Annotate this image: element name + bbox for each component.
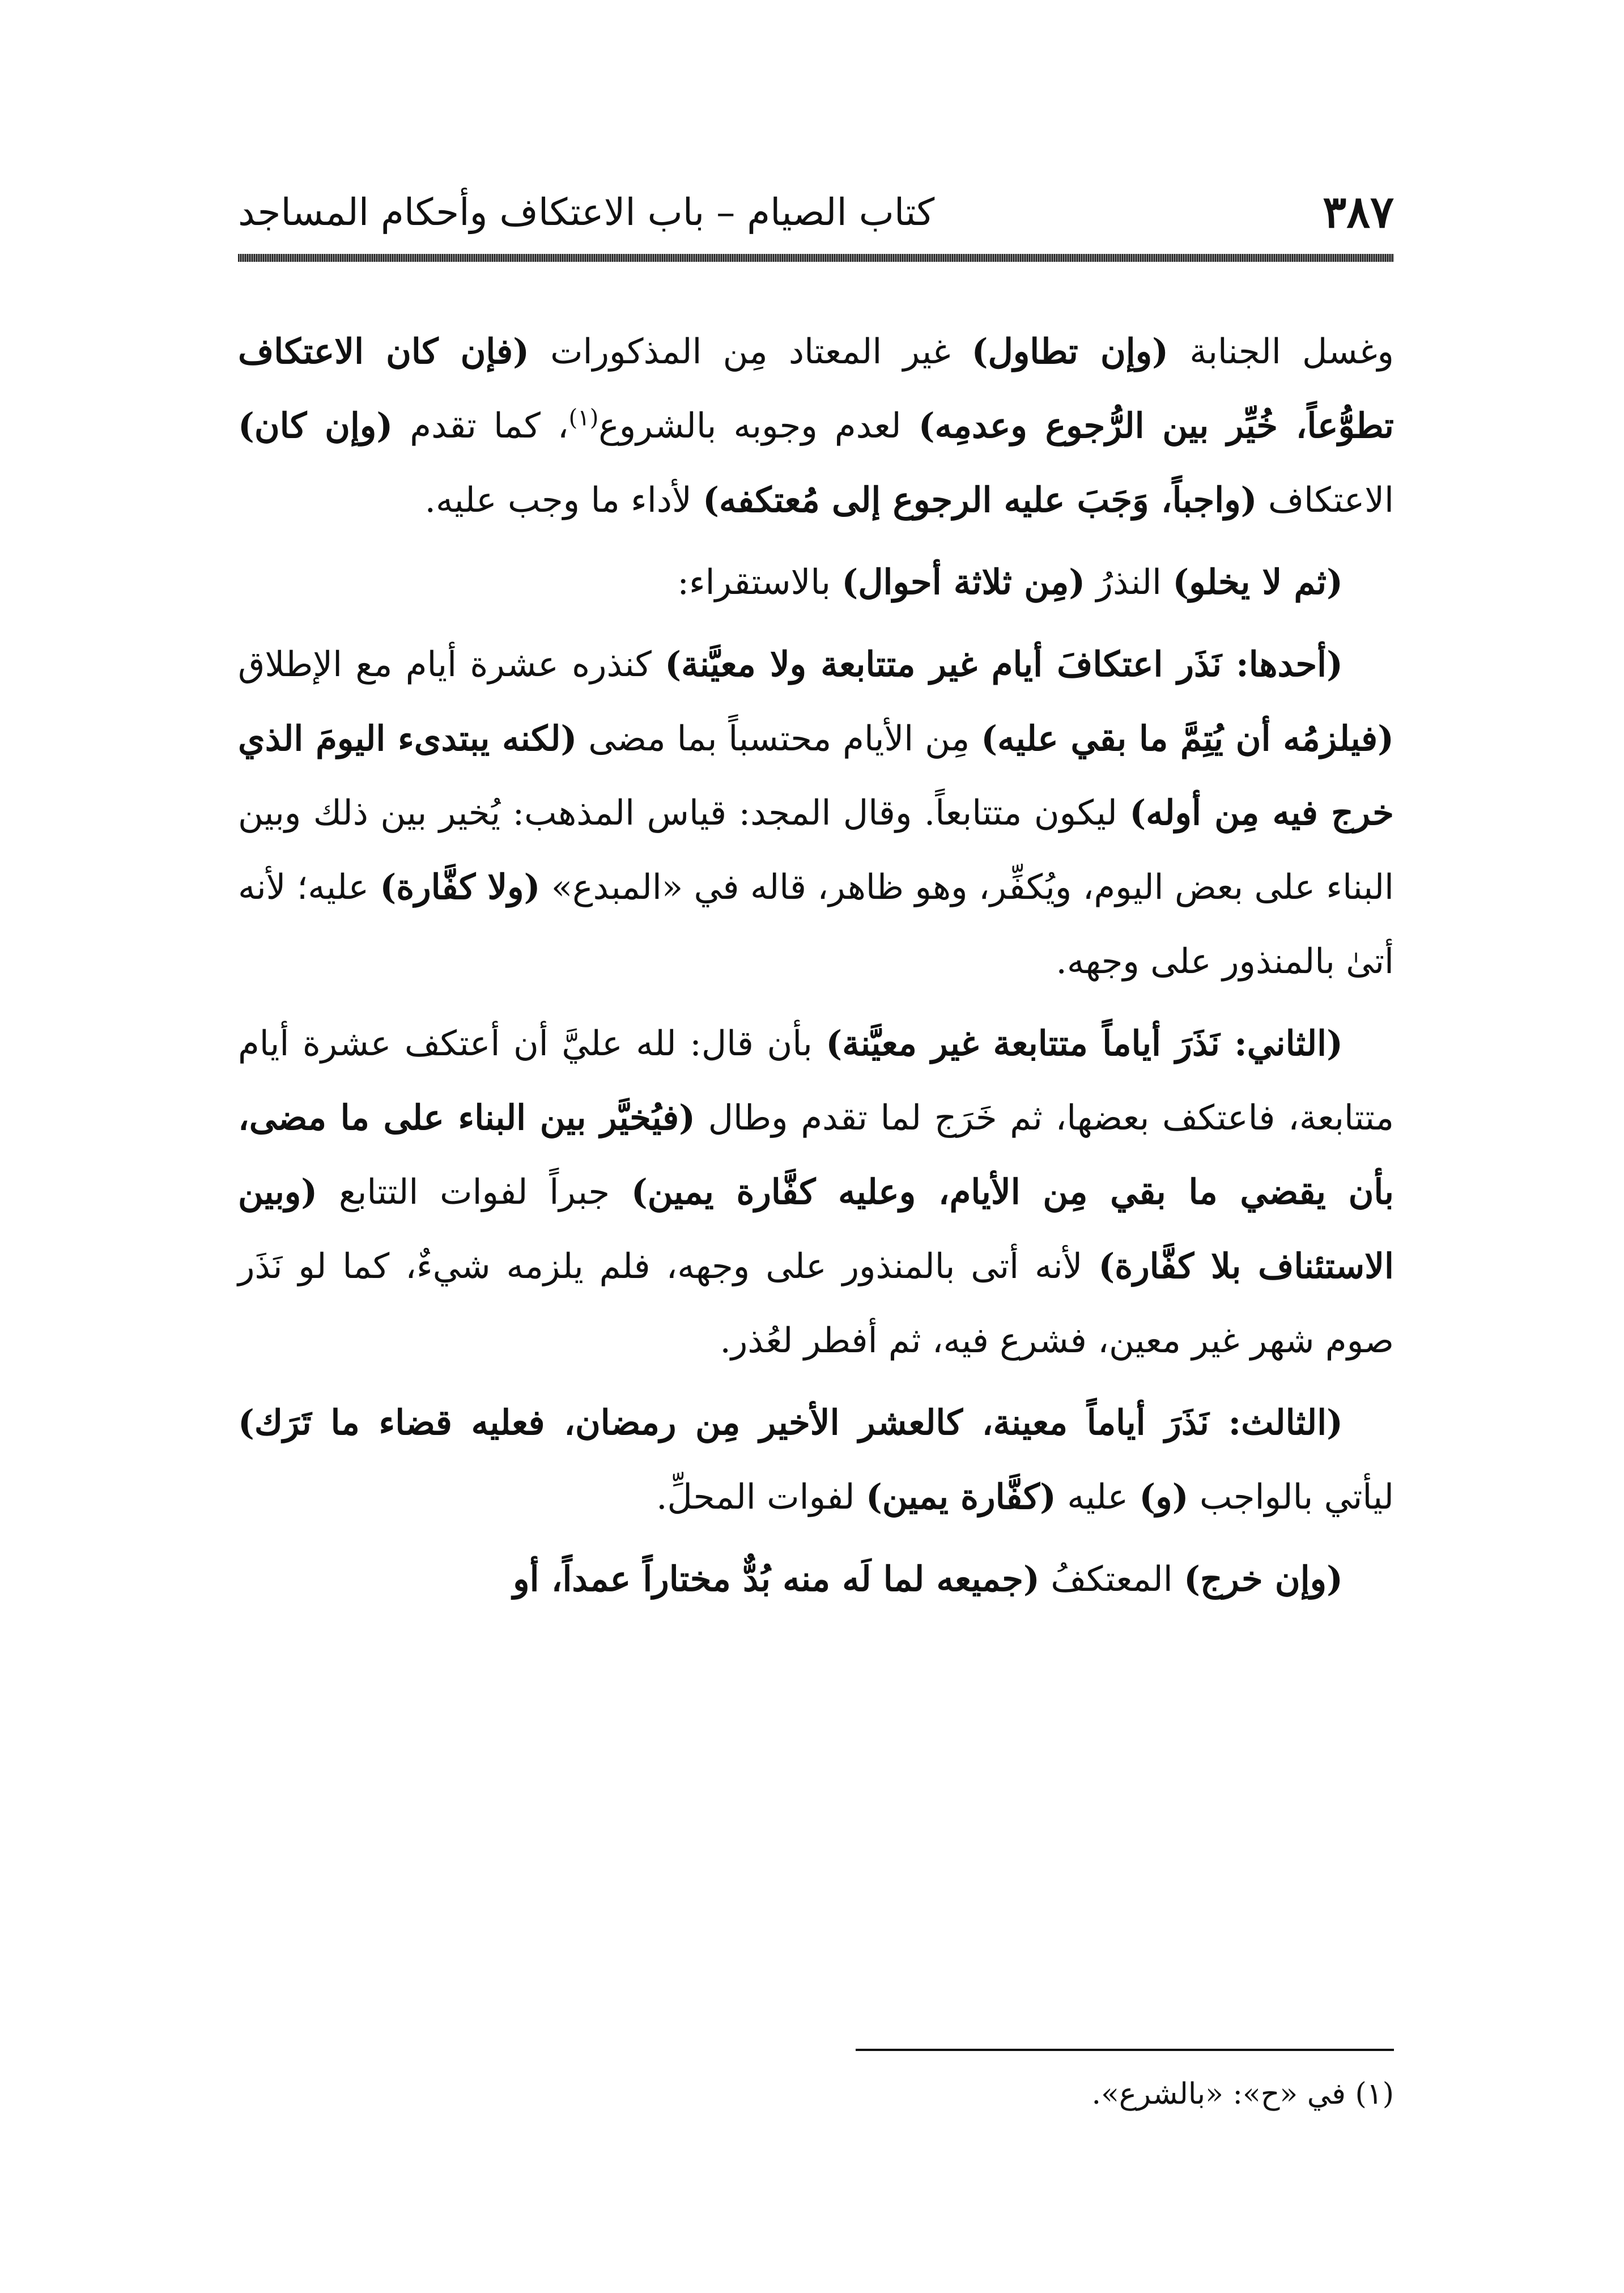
matn-text: (واجباً، وَجَبَ عليه الرجوع إلى مُعتكفه) xyxy=(703,480,1257,520)
matn-text: (ولا كفَّارة) xyxy=(380,867,541,907)
sharh-text: عليه xyxy=(1056,1477,1140,1517)
paragraph xyxy=(238,1386,1394,1534)
matn-text: (الثالث: نَذَرَ أياماً معينة، كالعشر الأخير مِن رمضان، فعليه قضاء ما تَرَك) xyxy=(238,1403,1343,1443)
main-text xyxy=(238,315,1394,1624)
sharh-text: النذرُ xyxy=(1085,562,1173,602)
matn-text: (جميعه لما لَه منه بُدٌّ مختاراً عمداً، أو xyxy=(513,1559,1040,1599)
matn-text: (وإن تطاول) xyxy=(971,332,1169,372)
header-divider xyxy=(238,254,1394,262)
matn-text: (و) xyxy=(1139,1477,1189,1517)
page-number: ٣٨٧ xyxy=(1323,186,1394,238)
sharh-text: كنذره عشرة أيام مع الإطلاق xyxy=(238,644,665,685)
sharh-text: لعدم وجوبه بالشروع xyxy=(598,406,919,446)
footnote: (١) في «ح»: «بالشرع». xyxy=(1091,2077,1394,2111)
matn-text: (فإن كان الاعتكاف تطوُّعاً، خُيِّر بين الرُّجوع وعدمِه) xyxy=(238,332,1394,446)
sharh-text: لأنه أتى بالمنذور على وجهه، فلم يلزمه شيءٌ، كما لو نَذَر صوم شهر غير معين، فشرع فيه، ثم أفطر لعُذر. xyxy=(238,1246,1394,1361)
sharh-text: ، كما تقدم xyxy=(393,406,569,446)
paragraph xyxy=(238,1542,1394,1616)
book-page xyxy=(238,0,1394,2293)
paragraph xyxy=(238,1007,1394,1378)
running-title: كتاب الصيام – باب الاعتكاف وأحكام المساجد xyxy=(238,190,935,234)
matn-text: (فيُخيَّر بين البناء على ما مضى، بأن يقضي ما بقي مِن الأيام، وعليه كفَّارة يمين) xyxy=(238,1098,1394,1212)
sharh-text: ليكون متتابعاً. وقال المجد: قياس المذهب: يُخير بين ذلك وبين البناء على بعض اليوم، ويُكفِّر، وهو ظاهر، قاله في «المبدع» xyxy=(238,793,1394,907)
sharh-text: جبراً لفوات التتابع xyxy=(317,1172,631,1212)
sharh-text: بأن قال: لله عليَّ أن أعتكف عشرة أيام متتابعة، فاعتكف بعضها، ثم خَرَج لما تقدم وطال xyxy=(238,1024,1395,1138)
sharh-text: مِن الأيام محتسباً بما مضى xyxy=(577,719,981,759)
matn-text: (أحدها: نَذَر اعتكافَ أيام غير متتابعة ولا معيَّنة) xyxy=(665,644,1343,685)
sharh-text: وغسل الجنابة xyxy=(1168,332,1394,372)
matn-text: (كفَّارة يمين) xyxy=(865,1477,1056,1517)
page-header xyxy=(238,181,1394,244)
matn-text: (فيلزمُه أن يُتِمَّ ما بقي عليه) xyxy=(981,719,1394,759)
matn-text: (الثاني: نَذَرَ أياماً متتابعة غير معيَّنة) xyxy=(826,1024,1343,1064)
sharh-text: بالاستقراء: xyxy=(677,562,842,602)
matn-text: (وإن كان) xyxy=(238,406,393,446)
paragraph xyxy=(238,315,1394,537)
matn-text: (وبين الاستئناف بلا كفَّارة) xyxy=(238,1172,1394,1286)
matn-text: (مِن ثلاثة أحوال) xyxy=(841,562,1086,602)
footnote-marker: (١) xyxy=(568,405,599,431)
sharh-text: لأداء ما وجب عليه. xyxy=(424,480,703,520)
sharh-text: ليأتي بالواجب xyxy=(1188,1477,1394,1517)
paragraph xyxy=(238,545,1394,619)
matn-text: (وإن خرج) xyxy=(1184,1559,1343,1599)
sharh-text: الاعتكاف xyxy=(1257,480,1394,520)
sharh-text: المعتكفُ xyxy=(1039,1559,1184,1599)
sharh-text: غير المعتاد مِن المذكورات xyxy=(529,332,972,372)
footnote-divider xyxy=(856,2049,1394,2051)
matn-text: (ثم لا يخلو) xyxy=(1172,562,1343,602)
sharh-text: عليه؛ لأنه أتىٰ بالمنذور على وجهه. xyxy=(238,867,1394,982)
matn-text: (لكنه يبتدىء اليومَ الذي خرج فيه مِن أوله) xyxy=(238,719,1395,833)
paragraph xyxy=(238,627,1394,999)
sharh-text: لفوات المحلِّ. xyxy=(656,1477,866,1517)
